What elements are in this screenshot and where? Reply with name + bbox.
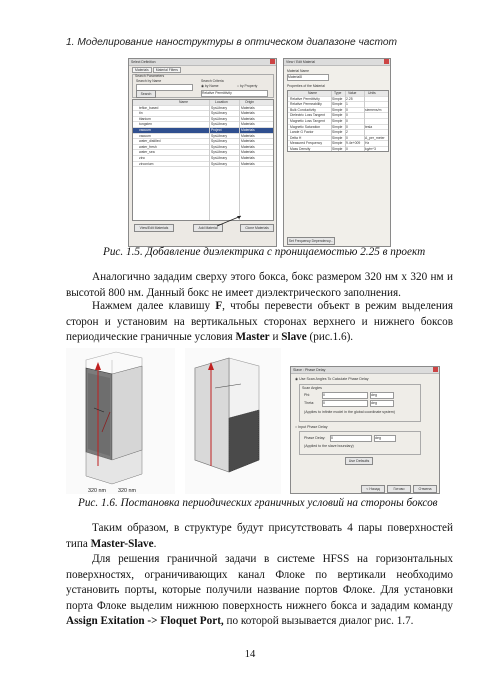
- table-cell: Project: [211, 127, 222, 132]
- table-cell: Simple: [332, 102, 343, 107]
- master-box-model: [66, 348, 175, 494]
- p2-b3: Slave: [281, 331, 307, 344]
- table-cell: tungsten: [139, 122, 153, 127]
- table-cell: Simple: [332, 118, 343, 123]
- table-cell: titanium: [139, 116, 151, 121]
- slave-box-model: [185, 348, 281, 494]
- table-cell: SysLibrary: [211, 111, 228, 116]
- p4-t1: Для решения граничной задачи в системе HFSS на горизонтальных поверхностях, ограничивающих канал Флоке по вертикали необходимо установить порты, которые получили название портов Флоке. Для установки порта Флоке выделим нижнюю поверхность нижнего бокса и зададим команду: [66, 553, 453, 612]
- back-button[interactable]: < Назад: [361, 485, 385, 493]
- phase-note: (Applied to the slave boundary): [304, 444, 354, 448]
- paragraph-3: [66, 521, 453, 552]
- scan-note: (Applies to infinite model in the global coordinate system): [304, 410, 395, 414]
- view-edit-material-window: [283, 58, 391, 247]
- table-cell: zirconium: [139, 161, 154, 166]
- table-cell: Materials: [241, 122, 255, 127]
- dialog-title: Slave : Phase Delay: [291, 367, 439, 374]
- table-cell: SysLibrary: [211, 116, 228, 121]
- search-group-label: Search Parameters: [135, 74, 165, 78]
- search-parameters-group: [132, 74, 274, 98]
- tab-material-filters[interactable]: Material Filters: [153, 67, 181, 73]
- table-cell: Magnetic Saturation: [290, 124, 321, 129]
- table-cell: tesla: [365, 124, 373, 129]
- arrow-pointer: [215, 214, 245, 228]
- table-cell: 9.4e+009: [346, 141, 361, 146]
- dimension-b: 320 nm: [118, 488, 136, 494]
- radio-by-name-label: by Name: [204, 84, 219, 88]
- finish-button[interactable]: Готово: [387, 485, 411, 493]
- scan-angles-label: Scan Angles: [302, 386, 322, 390]
- table-cell: vacuum: [139, 127, 151, 132]
- table-cell: water_distilled: [139, 139, 161, 144]
- table-cell: Measured Frequency: [290, 141, 323, 146]
- table-cell: 0: [346, 107, 348, 112]
- table-cell: 1: [346, 102, 348, 107]
- table-row[interactable]: [133, 162, 273, 168]
- phi-input[interactable]: [322, 392, 368, 399]
- table-cell: zinc: [139, 155, 146, 160]
- table-cell: tin: [139, 111, 143, 116]
- p2-t4: (рис.1.6).: [306, 331, 354, 344]
- phase-delay-value: 0: [331, 436, 333, 440]
- p3-t2: .: [153, 537, 157, 550]
- table-cell: Simple: [332, 96, 343, 101]
- theta-input[interactable]: [322, 400, 368, 407]
- phase-unit: deg: [375, 436, 381, 440]
- close-icon[interactable]: [433, 367, 438, 372]
- material-name-input[interactable]: [287, 74, 329, 81]
- table-cell: 2.25: [346, 96, 353, 101]
- table-cell: Materials: [241, 155, 255, 160]
- table-cell: water_fresh: [139, 144, 157, 149]
- clone-materials-button[interactable]: Clone Materials: [240, 224, 274, 232]
- material-name-value: Material8: [288, 75, 302, 79]
- paragraph-2: [66, 299, 453, 346]
- table-cell: Simple: [332, 146, 343, 151]
- table-cell: Materials: [241, 105, 255, 110]
- table-cell: 0: [346, 118, 348, 123]
- table-cell: Relative Permittivity: [290, 96, 320, 101]
- search-by-name-label: Search by Name: [136, 79, 162, 83]
- cancel-button[interactable]: Отмена: [413, 485, 437, 493]
- p2-t1: Нажмем далее клавишу: [92, 300, 216, 312]
- table-cell: Magnetic Loss Tangent: [290, 118, 325, 123]
- phi-unit-select[interactable]: [370, 392, 394, 399]
- table-cell: SysLibrary: [211, 144, 228, 149]
- col-value: Value: [348, 91, 357, 95]
- table-cell: Simple: [332, 141, 343, 146]
- table-cell: vacuum: [139, 133, 151, 138]
- material-name-label: Material Name: [287, 69, 310, 73]
- col-units: Units: [368, 91, 376, 95]
- radio-by-name[interactable]: ◉ by Name: [201, 84, 219, 88]
- viewport-slave: [185, 348, 281, 494]
- view-edit-materials-button[interactable]: View/Edit Materials: [134, 224, 174, 232]
- radio-by-property[interactable]: ○ by Property: [237, 84, 258, 88]
- theta-unit-select[interactable]: [370, 400, 394, 407]
- table-cell: Simple: [332, 107, 343, 112]
- col-origin: Origin: [245, 100, 255, 104]
- paragraph-1: [66, 270, 453, 301]
- col-type: Type: [334, 91, 342, 95]
- paragraph-4: [66, 552, 453, 630]
- running-header: 1. Моделирование наноструктуры в оптическом диапазоне частот: [66, 37, 398, 48]
- table-cell: SysLibrary: [211, 122, 228, 127]
- phase-unit-select[interactable]: [374, 435, 396, 442]
- table-cell: Materials: [241, 161, 255, 166]
- table-cell: water_sea: [139, 150, 155, 155]
- table-cell: A_per_meter: [365, 135, 385, 140]
- p2-t2: , чтобы перевести объект в режим выделения сторон и установим на вертикальных сторонах верхнего и нижнего боксов периодические граничные условия: [66, 300, 453, 344]
- table-cell: SysLibrary: [211, 155, 228, 160]
- col-location: Location: [215, 100, 228, 104]
- phi-unit: deg: [371, 393, 377, 397]
- phase-delay-group: [299, 431, 421, 455]
- radio-by-property-label: by Property: [240, 84, 258, 88]
- col-name: Name: [179, 100, 189, 104]
- p2-b1: F: [215, 300, 223, 312]
- set-frequency-dependency-button[interactable]: Set Frequency Dependency...: [288, 239, 334, 243]
- table-cell: Materials: [241, 127, 255, 132]
- page-number: 14: [244, 649, 256, 660]
- add-material-button[interactable]: Add Material: [193, 224, 223, 232]
- slave-phase-delay-dialog: [290, 366, 440, 494]
- table-cell: Hz: [365, 141, 370, 146]
- table-cell: 0: [346, 113, 348, 118]
- col-name: Name: [308, 91, 318, 95]
- close-icon[interactable]: [384, 59, 389, 64]
- select-definition-window: [128, 58, 277, 247]
- viewport-master: [66, 348, 175, 494]
- option-use-scan-angles[interactable]: ◉ Use Scan Angles To Calculate Phase Delay: [295, 377, 369, 381]
- table-cell: Delta H: [290, 135, 302, 140]
- p4-t2: по которой вызывается диалог рис. 1.7.: [223, 615, 414, 628]
- close-icon[interactable]: [270, 59, 275, 64]
- phase-delay-input[interactable]: [330, 435, 372, 442]
- figure-caption-2: Рис. 1.6. Постановка периодических граничных условий на стороны боксов: [78, 497, 438, 509]
- paragraph-1-text: Аналогично зададим сверху этого бокса, бокс размером 320 нм х 320 нм и высотой 800 нм. Данный бокс не имеет диэлектрического заполнения.: [66, 271, 453, 299]
- phi-label: Phi:: [304, 393, 311, 397]
- search-criteria-label: Search Criteria: [201, 79, 224, 83]
- option-use-scan-angles-label: Use Scan Angles To Calculate Phase Delay: [299, 377, 369, 381]
- property-select-value: Relative Permittivity: [202, 91, 232, 95]
- theta-value: 0: [323, 401, 325, 405]
- p3-t1: Таким образом, в структуре будут присутствовать 4 пары поверхностей типа: [66, 522, 453, 550]
- option-input-phase-delay-label: Input Phase Delay: [298, 425, 328, 429]
- table-cell: SysLibrary: [211, 105, 228, 110]
- table-cell: Simple: [332, 113, 343, 118]
- theta-unit: deg: [371, 401, 377, 405]
- table-cell: Bulk Conductivity: [290, 107, 317, 112]
- materials-table: [132, 99, 274, 221]
- p2-t3: и: [269, 331, 282, 344]
- table-cell: siemens/m: [365, 107, 382, 112]
- property-select[interactable]: [201, 90, 268, 97]
- table-cell: Materials: [241, 133, 255, 138]
- table-cell: Simple: [332, 135, 343, 140]
- phi-value: 0: [323, 393, 325, 397]
- window-title: Select Definition: [129, 59, 276, 66]
- table-cell: 0: [346, 146, 348, 151]
- table-cell: Materials: [241, 111, 255, 116]
- table-cell: SysLibrary: [211, 150, 228, 155]
- phase-delay-label: Phase Delay:: [304, 436, 326, 440]
- table-cell: 2: [346, 130, 348, 135]
- table-cell: Materials: [241, 150, 255, 155]
- table-cell: Materials: [241, 139, 255, 144]
- table-cell: SysLibrary: [211, 133, 228, 138]
- table-cell: Relative Permeability: [290, 102, 322, 107]
- table-cell: Materials: [241, 116, 255, 121]
- properties-table: [287, 90, 389, 152]
- figure-caption-1: Рис. 1.5. Добавление диэлектрика с проницаемостью 2.25 в проект: [103, 246, 426, 258]
- theta-label: Theta:: [304, 401, 315, 405]
- table-cell: Simple: [332, 124, 343, 129]
- table-cell: 0: [346, 135, 348, 140]
- scan-angles-group: [299, 384, 421, 422]
- table-cell: kg/m^3: [365, 146, 376, 151]
- table-cell: Materials: [241, 144, 255, 149]
- table-cell: Simple: [332, 130, 343, 135]
- p3-b1: Master-Slave: [90, 537, 154, 550]
- table-row[interactable]: [288, 147, 388, 152]
- table-cell: Dielectric Loss Tangent: [290, 113, 325, 118]
- table-cell: teflon_based: [139, 105, 159, 110]
- table-cell: 0: [346, 124, 348, 129]
- tab-materials[interactable]: Materials: [132, 67, 152, 73]
- use-defaults-button[interactable]: Use Defaults: [345, 457, 373, 465]
- option-input-phase-delay[interactable]: ○ Input Phase Delay: [295, 425, 328, 429]
- table-cell: SysLibrary: [211, 139, 228, 144]
- search-button[interactable]: Search: [136, 90, 156, 98]
- dimension-a: 320 nm: [88, 488, 106, 494]
- table-cell: Lande G Factor: [290, 130, 314, 135]
- table-cell: SysLibrary: [211, 161, 228, 166]
- window-title: View / Edit Material: [284, 59, 390, 66]
- p2-b2: Master: [235, 331, 270, 344]
- table-cell: Mass Density: [290, 146, 311, 151]
- properties-label: Properties of the Material: [287, 84, 325, 88]
- p4-b1: Assign Exitation -> Floquet Port,: [66, 615, 224, 628]
